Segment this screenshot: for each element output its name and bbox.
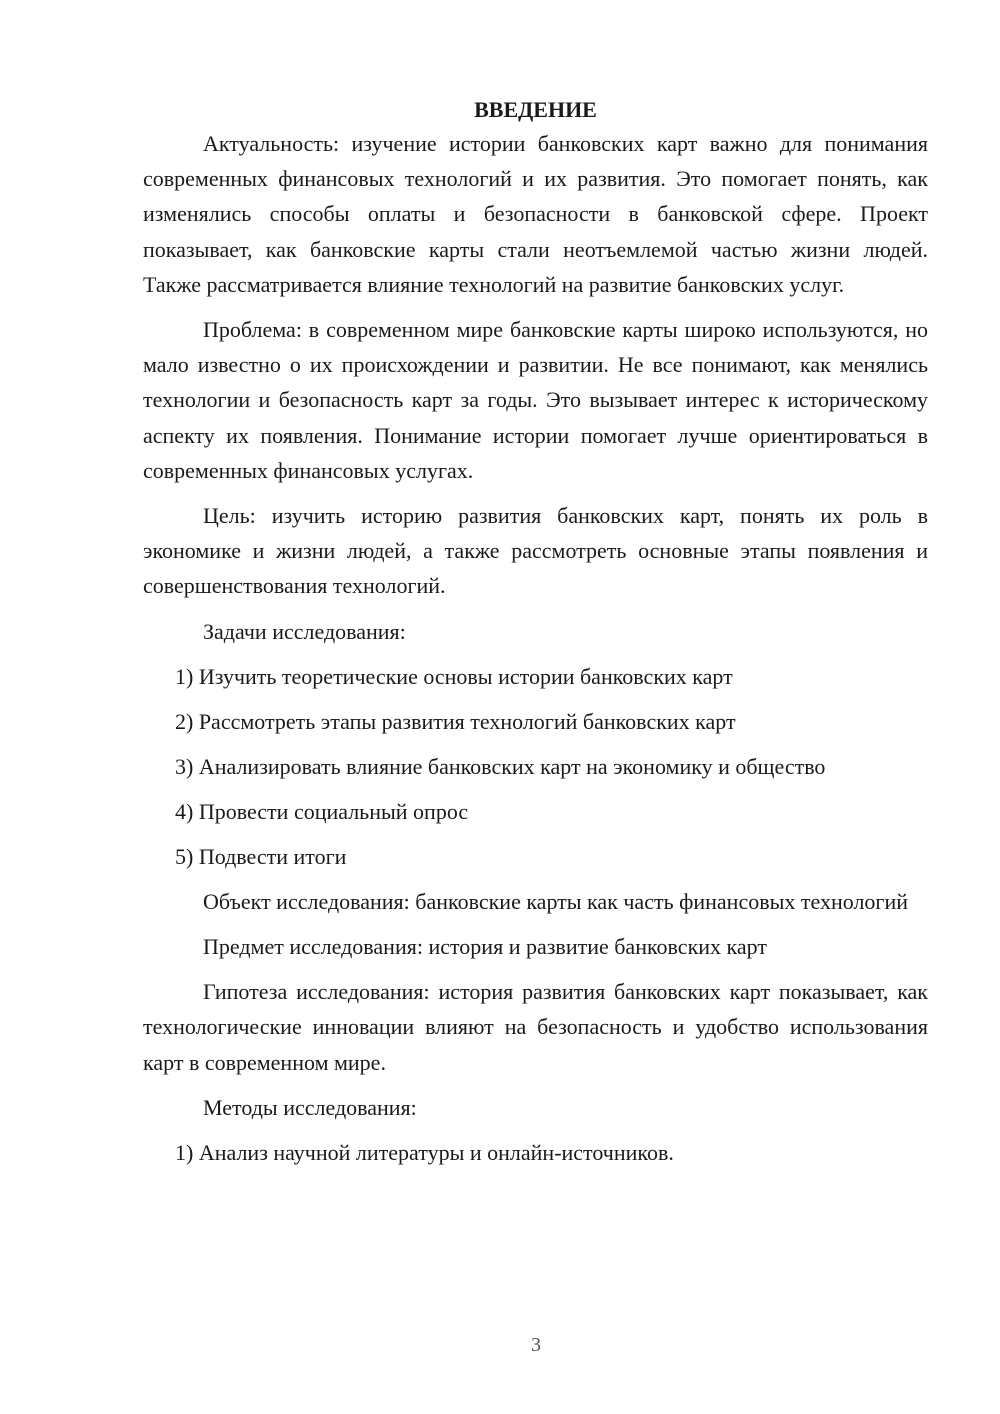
hypothesis-paragraph: Гипотеза исследования: история развития банковских карт показывает, как технологические инновации влияют на безопасность и удобство использования карт в современном мире. (143, 979, 928, 1075)
subject-paragraph: Предмет исследования: история и развитие банковских карт (203, 934, 767, 960)
list-item: 5) Подвести итоги (175, 843, 347, 869)
object-paragraph: Объект исследования: банковские карты как часть финансовых технологий (203, 888, 908, 914)
page-number: 3 (531, 1334, 541, 1356)
relevance-paragraph: Актуальность: изучение истории банковских карт важно для понимания современных финансовых технологий и их развития. Это помогает понять, как изменялись способы оплаты и безопасности в банковской сфере. Проект показывает, как банковские карты стали неотъемлемой частью жизни людей. Также рассматривается влияние технологий на развитие банковских услуг. (143, 131, 928, 297)
document-page (143, 92, 928, 1180)
section-title: ВВЕДЕНИЕ (474, 97, 597, 122)
list-item: 1) Анализ научной литературы и онлайн-источников. (175, 1140, 674, 1166)
methods-list (143, 1135, 928, 1170)
problem-paragraph: Проблема: в современном мире банковские карты широко используются, но мало известно о их происхождении и развитии. Не все понимают, как менялись технологии и безопасность карт за годы. Это вызывает интерес к историческому аспекту их появления. Понимание истории помогает лучше ориентироваться в современных финансовых услугах. (143, 317, 928, 483)
methods-heading: Методы исследования: (203, 1094, 417, 1120)
list-item: 1) Изучить теоретические основы истории банковских карт (175, 663, 733, 689)
list-item: 4) Провести социальный опрос (175, 798, 469, 824)
tasks-list (143, 659, 928, 874)
goal-paragraph: Цель: изучить историю развития банковских карт, понять их роль в экономике и жизни людей, а также рассмотреть основные этапы появления и совершенствования технологий. (143, 503, 928, 599)
list-item: 2) Рассмотреть этапы развития технологий банковских карт (175, 708, 736, 734)
tasks-heading: Задачи исследования: (203, 618, 406, 644)
list-item: 3) Анализировать влияние банковских карт на экономику и общество (175, 753, 826, 779)
